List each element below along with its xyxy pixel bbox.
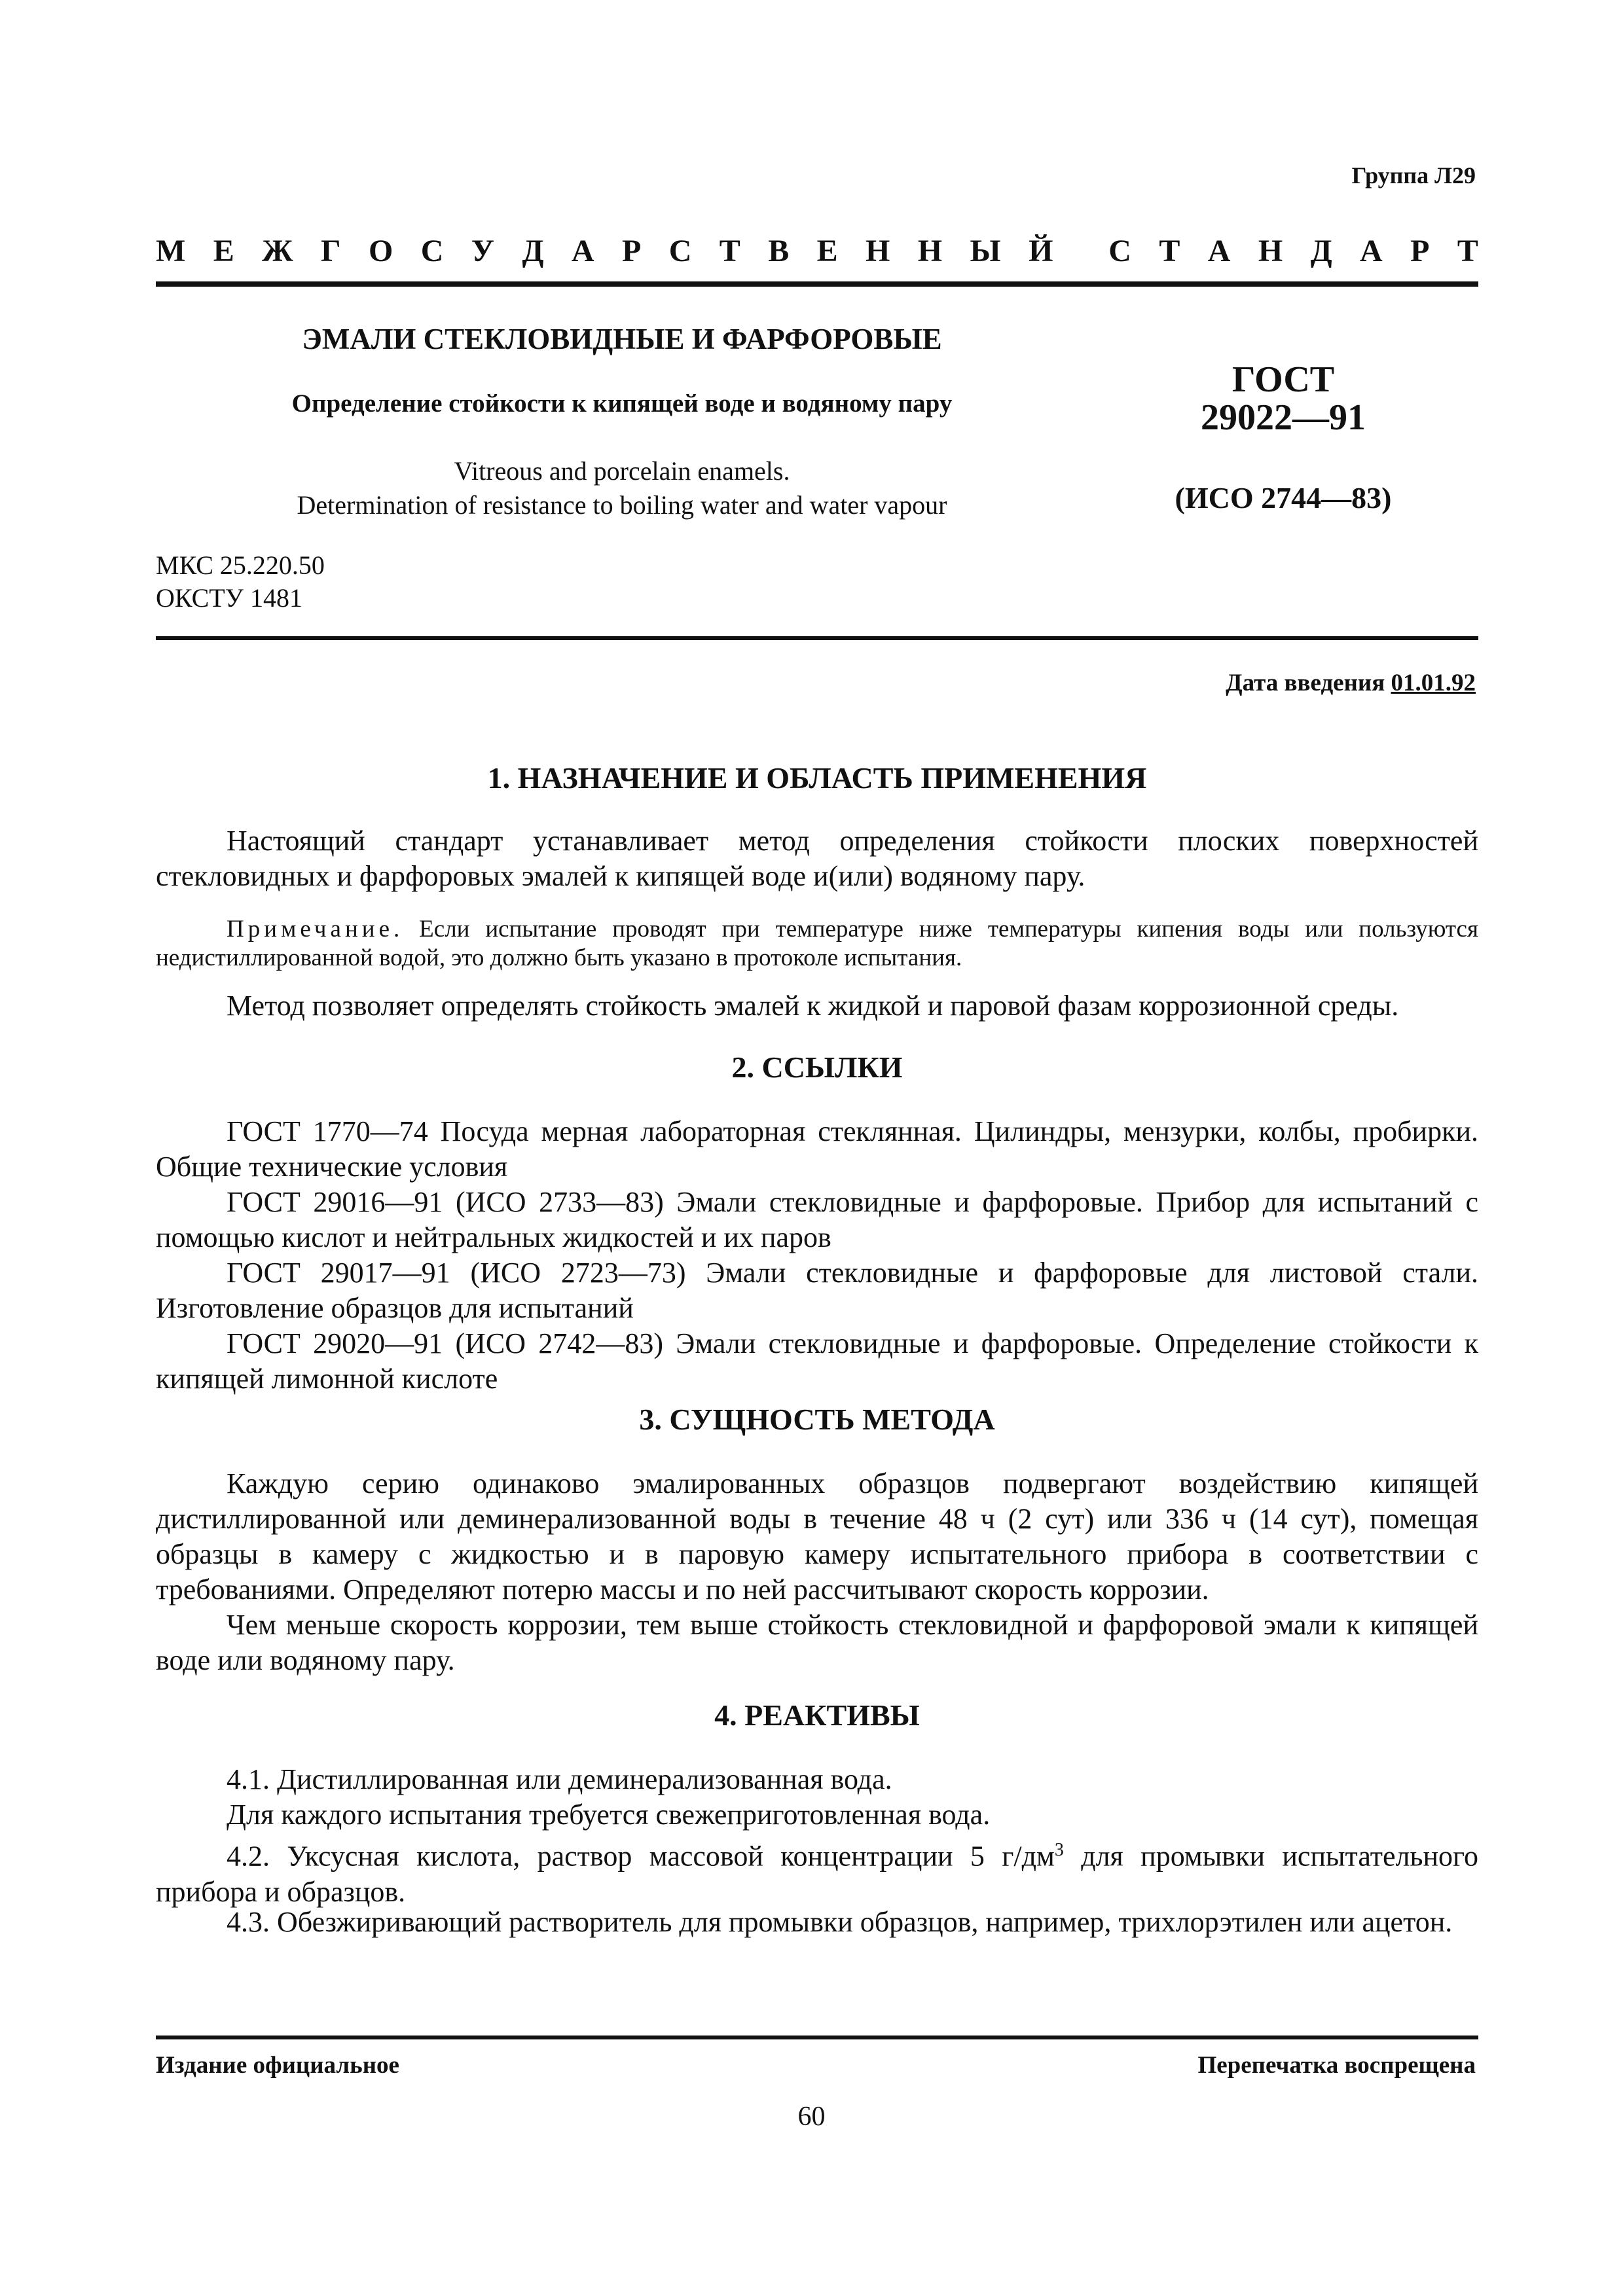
section-1-note — [156, 915, 1478, 973]
reference-item: ГОСТ 29017—91 (ИСО 2723—73) Эмали стекловидные и фарфоровые для листовой стали. Изготовление образцов для испытаний — [156, 1257, 1478, 1324]
document-subtitle-ru: Определение стойкости к кипящей воде и водяному пару — [291, 389, 953, 418]
banner-letter: Д — [1310, 234, 1332, 268]
reagent-item: 4.3. Обезжиривающий растворитель для промывки образцов, например, трихлорэтилен или ацетон. — [227, 1906, 1453, 1938]
section-4-heading: 4. РЕАКТИВЫ — [714, 1698, 920, 1732]
banner-letter: Е — [816, 234, 838, 268]
banner-letter: Ы — [970, 234, 1001, 268]
banner-letter: А — [571, 234, 594, 268]
banner-letter: М — [156, 234, 186, 268]
reagent-item: 4.1. Дистиллированная или деминерализованная вода. — [227, 1763, 892, 1795]
banner-letter: С — [420, 234, 444, 268]
banner-letter: Д — [522, 234, 544, 268]
section-3-paragraph: Каждую серию одинаково эмалированных образцов подвергают воздействию кипящей дистиллированной или деминерализованной воды в течение 48 ч (2 сут) или 336 ч (14 сут), помещая образцы в камеру с жидкостью и в паровую камеру испытательного прибора в соответствии с требованиями. Определяют потерю массы и по ней рассчитывают скорость коррозии. — [156, 1467, 1478, 1605]
footer-rule — [156, 2036, 1478, 2039]
reference-item: ГОСТ 29020—91 (ИСО 2742—83) Эмали стекловидные и фарфоровые. Определение стойкости к кипящей лимонной кислоте — [156, 1327, 1478, 1395]
document-title-ru: ЭМАЛИ СТЕКЛОВИДНЫЕ И ФАРФОРОВЫЕ — [302, 323, 942, 355]
banner-letter: Т — [1159, 234, 1180, 268]
section-3-paragraph: Чем меньше скорость коррозии, тем выше стойкость стекловидной и фарфоровой эмали к кипящей воде или водяному пару. — [156, 1609, 1478, 1676]
iso-equivalent: (ИСО 2744—83) — [1175, 481, 1392, 514]
reagent-text: для промывки испытательного прибора и образцов. — [156, 1840, 1478, 1908]
reagent-text: 4.2. Уксусная кислота, раствор массовой концентрации 5 г/дм — [227, 1840, 1055, 1873]
document-title-en-line1: Vitreous and porcelain enamels. — [454, 456, 790, 486]
note-text: Если испытание проводят при температуре ниже температуры кипения воды или пользуются недистиллированной водой, это должно быть указано в протоколе испытания. — [156, 916, 1478, 971]
banner-letter: Й — [1029, 234, 1053, 268]
mks-code: МКС 25.220.50 — [156, 550, 325, 580]
group-code: Группа Л29 — [1351, 162, 1476, 188]
banner-letter: Е — [213, 234, 234, 268]
banner-letter: О — [368, 234, 393, 268]
section-1-heading: 1. НАЗНАЧЕНИЕ И ОБЛАСТЬ ПРИМЕНЕНИЯ — [487, 761, 1147, 795]
document-title-en-line2: Determination of resistance to boiling water and water vapour — [297, 490, 947, 520]
banner-letter: В — [768, 234, 790, 268]
banner-letter: Г — [321, 234, 341, 268]
page-number: 60 — [797, 2102, 826, 2132]
section-1-paragraph: Настоящий стандарт устанавливает метод определения стойкости плоских поверхностей стекловидных и фарфоровых эмалей к кипящей воде и(или) водяному пару. — [156, 825, 1478, 892]
banner-letter: Н — [917, 234, 943, 268]
banner-letter: С — [668, 234, 692, 268]
reference-item: ГОСТ 29016—91 (ИСО 2733—83) Эмали стекловидные и фарфоровые. Прибор для испытаний с помощью кислот и нейтральных жидкостей и их паров — [156, 1186, 1478, 1253]
reagent-item — [156, 1833, 1478, 1910]
section-3-heading: 3. СУЩНОСТЬ МЕТОДА — [639, 1403, 995, 1436]
okstu-code: ОКСТУ 1481 — [156, 583, 303, 613]
banner-letter: Ж — [262, 234, 293, 268]
title-block-rule — [156, 636, 1478, 640]
banner-letter: Т — [1457, 234, 1478, 268]
note-label: Примечание. — [227, 916, 404, 942]
banner-letter: С — [1108, 234, 1131, 268]
banner-letter: Р — [621, 234, 642, 268]
interstate-standard-banner — [156, 233, 1478, 272]
introduction-date-label: Дата введения — [1226, 670, 1391, 696]
gost-label: ГОСТ — [1231, 359, 1335, 400]
introduction-date — [1226, 669, 1476, 697]
gost-number: 29022—91 — [1201, 397, 1366, 438]
header-rule-top — [156, 281, 1478, 287]
banner-letter: Н — [866, 234, 890, 268]
introduction-date-value: 01.01.92 — [1391, 670, 1476, 696]
reagent-item-note: Для каждого испытания требуется свежеприготовленная вода. — [227, 1799, 991, 1831]
reference-item: ГОСТ 1770—74 Посуда мерная лабораторная стеклянная. Цилиндры, мензурки, колбы, пробирки. Общие технические условия — [156, 1115, 1478, 1183]
section-2-heading: 2. ССЫЛКИ — [731, 1050, 903, 1084]
banner-letter: А — [1360, 234, 1383, 268]
banner-letter: Р — [1410, 234, 1430, 268]
banner-letter: А — [1207, 234, 1231, 268]
banner-letter: Т — [719, 234, 740, 268]
banner-letter: Н — [1258, 234, 1283, 268]
section-1-paragraph: Метод позволяет определять стойкость эмалей к жидкой и паровой фазам коррозионной среды. — [227, 990, 1399, 1022]
superscript: 3 — [1054, 1840, 1064, 1860]
banner-letter: У — [471, 234, 495, 268]
reprint-prohibited-label: Перепечатка воспрещена — [1197, 2052, 1476, 2079]
official-edition-label: Издание официальное — [156, 2052, 399, 2079]
